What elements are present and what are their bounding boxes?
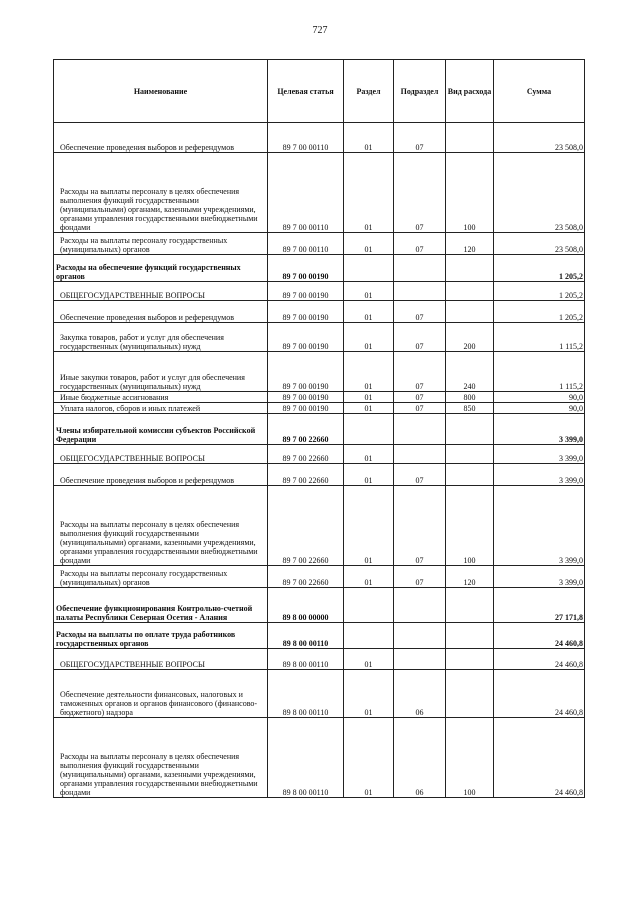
table-row xyxy=(54,352,585,392)
cell-name: Расходы на выплаты персоналу в целях обеспечения выполнения функций государственными (муниципальными) органами, казенными учреждениями, органами управления государственными внебюджетными фондами xyxy=(54,486,268,566)
cell-name: Расходы на выплаты по оплате труда работников государственных органов xyxy=(54,623,268,649)
cell-amount: 1 205,2 xyxy=(494,282,585,301)
table-row xyxy=(54,323,585,352)
cell-section: 01 xyxy=(344,323,394,352)
cell-target: 89 7 00 00190 xyxy=(268,392,344,403)
cell-subsection xyxy=(394,282,446,301)
cell-amount: 3 399,0 xyxy=(494,486,585,566)
table-row xyxy=(54,153,585,233)
cell-name: Обеспечение деятельности финансовых, налоговых и таможенных органов и органов финансового (финансово-бюджетного) надзора xyxy=(54,670,268,718)
cell-expense-type: 240 xyxy=(446,352,494,392)
cell-subsection xyxy=(394,255,446,282)
cell-section: 01 xyxy=(344,464,394,486)
cell-expense-type: 850 xyxy=(446,403,494,414)
cell-target: 89 7 00 00110 xyxy=(268,233,344,255)
cell-subsection xyxy=(394,649,446,670)
cell-target: 89 8 00 00000 xyxy=(268,588,344,623)
cell-amount: 3 399,0 xyxy=(494,566,585,588)
table-header-row xyxy=(54,60,585,123)
cell-target: 89 7 00 00190 xyxy=(268,323,344,352)
cell-name: Расходы на выплаты персоналу государственных (муниципальных) органов xyxy=(54,566,268,588)
cell-expense-type: 120 xyxy=(446,233,494,255)
cell-target: 89 7 00 22660 xyxy=(268,445,344,464)
table-row xyxy=(54,670,585,718)
cell-target: 89 8 00 00110 xyxy=(268,649,344,670)
header-subsection: Подраздел xyxy=(394,60,446,123)
cell-name: Обеспечение проведения выборов и референдумов xyxy=(54,464,268,486)
cell-section: 01 xyxy=(344,282,394,301)
cell-expense-type xyxy=(446,301,494,323)
cell-subsection: 07 xyxy=(394,352,446,392)
cell-subsection: 07 xyxy=(394,464,446,486)
cell-expense-type xyxy=(446,464,494,486)
cell-name: Расходы на выплаты персоналу государственных (муниципальных) органов xyxy=(54,233,268,255)
cell-subsection: 07 xyxy=(394,392,446,403)
cell-expense-type: 100 xyxy=(446,486,494,566)
table-row xyxy=(54,623,585,649)
cell-section: 01 xyxy=(344,566,394,588)
cell-name: Обеспечение проведения выборов и референдумов xyxy=(54,123,268,153)
cell-expense-type xyxy=(446,670,494,718)
cell-amount: 3 399,0 xyxy=(494,445,585,464)
cell-amount: 23 508,0 xyxy=(494,233,585,255)
cell-subsection: 06 xyxy=(394,670,446,718)
header-amount: Сумма xyxy=(494,60,585,123)
cell-amount: 23 508,0 xyxy=(494,153,585,233)
cell-section xyxy=(344,255,394,282)
table-row xyxy=(54,414,585,445)
table-row xyxy=(54,123,585,153)
cell-section xyxy=(344,623,394,649)
cell-expense-type xyxy=(446,649,494,670)
cell-subsection: 07 xyxy=(394,123,446,153)
cell-section: 01 xyxy=(344,233,394,255)
cell-target: 89 7 00 00190 xyxy=(268,403,344,414)
cell-amount: 27 171,8 xyxy=(494,588,585,623)
cell-amount: 24 460,8 xyxy=(494,649,585,670)
cell-target: 89 7 00 22660 xyxy=(268,486,344,566)
cell-target: 89 7 00 22660 xyxy=(268,566,344,588)
cell-expense-type: 100 xyxy=(446,718,494,798)
table-row xyxy=(54,486,585,566)
cell-expense-type xyxy=(446,282,494,301)
cell-amount: 1 115,2 xyxy=(494,352,585,392)
cell-target: 89 8 00 00110 xyxy=(268,623,344,649)
cell-section xyxy=(344,414,394,445)
cell-amount: 1 205,2 xyxy=(494,255,585,282)
cell-amount: 24 460,8 xyxy=(494,670,585,718)
cell-amount: 24 460,8 xyxy=(494,718,585,798)
cell-section: 01 xyxy=(344,649,394,670)
cell-section: 01 xyxy=(344,670,394,718)
cell-section: 01 xyxy=(344,352,394,392)
cell-section: 01 xyxy=(344,445,394,464)
cell-target: 89 8 00 00110 xyxy=(268,718,344,798)
cell-section: 01 xyxy=(344,153,394,233)
page-number: 727 xyxy=(312,25,328,36)
cell-name: Обеспечение проведения выборов и референдумов xyxy=(54,301,268,323)
header-name: Наименование xyxy=(54,60,268,123)
table-row xyxy=(54,649,585,670)
cell-amount: 23 508,0 xyxy=(494,123,585,153)
cell-name: ОБЩЕГОСУДАРСТВЕННЫЕ ВОПРОСЫ xyxy=(54,649,268,670)
cell-amount: 3 399,0 xyxy=(494,414,585,445)
cell-target: 89 7 00 00110 xyxy=(268,123,344,153)
cell-expense-type: 200 xyxy=(446,323,494,352)
cell-section: 01 xyxy=(344,486,394,566)
cell-expense-type: 800 xyxy=(446,392,494,403)
cell-expense-type xyxy=(446,414,494,445)
table-row xyxy=(54,588,585,623)
cell-target: 89 8 00 00110 xyxy=(268,670,344,718)
table-row xyxy=(54,301,585,323)
cell-target: 89 7 00 00190 xyxy=(268,352,344,392)
cell-expense-type xyxy=(446,445,494,464)
table-row xyxy=(54,464,585,486)
cell-subsection: 07 xyxy=(394,323,446,352)
header-section: Раздел xyxy=(344,60,394,123)
cell-expense-type: 100 xyxy=(446,153,494,233)
table-row xyxy=(54,255,585,282)
cell-subsection: 07 xyxy=(394,233,446,255)
cell-subsection xyxy=(394,445,446,464)
table-row xyxy=(54,718,585,798)
cell-name: Расходы на выплаты персоналу в целях обеспечения выполнения функций государственными (муниципальными) органами, казенными учреждениями, органами управления государственными внебюджетными фондами xyxy=(54,718,268,798)
cell-section xyxy=(344,588,394,623)
cell-expense-type xyxy=(446,623,494,649)
cell-section: 01 xyxy=(344,392,394,403)
cell-section: 01 xyxy=(344,301,394,323)
cell-amount: 3 399,0 xyxy=(494,464,585,486)
cell-subsection xyxy=(394,588,446,623)
table-row xyxy=(54,403,585,414)
table-row xyxy=(54,566,585,588)
cell-target: 89 7 00 22660 xyxy=(268,414,344,445)
cell-target: 89 7 00 00190 xyxy=(268,282,344,301)
cell-name: Обеспечение функционирования Контрольно-счетной палаты Республики Северная Осетия - Алания xyxy=(54,588,268,623)
cell-expense-type xyxy=(446,123,494,153)
cell-amount: 1 205,2 xyxy=(494,301,585,323)
cell-name: Члены избирательной комиссии субъектов Российской Федерации xyxy=(54,414,268,445)
cell-target: 89 7 00 00190 xyxy=(268,255,344,282)
cell-name: Иные закупки товаров, работ и услуг для обеспечения государственных (муниципальных) нужд xyxy=(54,352,268,392)
cell-subsection: 07 xyxy=(394,153,446,233)
cell-subsection: 07 xyxy=(394,566,446,588)
cell-name: Закупка товаров, работ и услуг для обеспечения государственных (муниципальных) нужд xyxy=(54,323,268,352)
cell-name: Расходы на обеспечение функций государственных органов xyxy=(54,255,268,282)
cell-target: 89 7 00 00110 xyxy=(268,153,344,233)
table-body xyxy=(54,123,585,798)
cell-subsection: 07 xyxy=(394,403,446,414)
cell-name: ОБЩЕГОСУДАРСТВЕННЫЕ ВОПРОСЫ xyxy=(54,445,268,464)
budget-table xyxy=(53,59,585,798)
table-row xyxy=(54,445,585,464)
cell-section: 01 xyxy=(344,403,394,414)
cell-name: Расходы на выплаты персоналу в целях обеспечения выполнения функций государственными (муниципальными) органами, казенными учреждениями, органами управления государственными внебюджетными фондами xyxy=(54,153,268,233)
cell-section: 01 xyxy=(344,123,394,153)
cell-expense-type xyxy=(446,255,494,282)
cell-subsection: 06 xyxy=(394,718,446,798)
header-target: Целевая статья xyxy=(268,60,344,123)
cell-amount: 90,0 xyxy=(494,403,585,414)
cell-expense-type: 120 xyxy=(446,566,494,588)
cell-amount: 24 460,8 xyxy=(494,623,585,649)
cell-subsection xyxy=(394,623,446,649)
cell-amount: 1 115,2 xyxy=(494,323,585,352)
header-expense-type: Вид расхода xyxy=(446,60,494,123)
cell-subsection xyxy=(394,414,446,445)
cell-section: 01 xyxy=(344,718,394,798)
cell-name: Уплата налогов, сборов и иных платежей xyxy=(54,403,268,414)
cell-target: 89 7 00 00190 xyxy=(268,301,344,323)
cell-name: ОБЩЕГОСУДАРСТВЕННЫЕ ВОПРОСЫ xyxy=(54,282,268,301)
cell-expense-type xyxy=(446,588,494,623)
cell-amount: 90,0 xyxy=(494,392,585,403)
cell-subsection: 07 xyxy=(394,486,446,566)
table-row xyxy=(54,392,585,403)
table-row xyxy=(54,282,585,301)
cell-target: 89 7 00 22660 xyxy=(268,464,344,486)
cell-name: Иные бюджетные ассигнования xyxy=(54,392,268,403)
cell-subsection: 07 xyxy=(394,301,446,323)
table-row xyxy=(54,233,585,255)
